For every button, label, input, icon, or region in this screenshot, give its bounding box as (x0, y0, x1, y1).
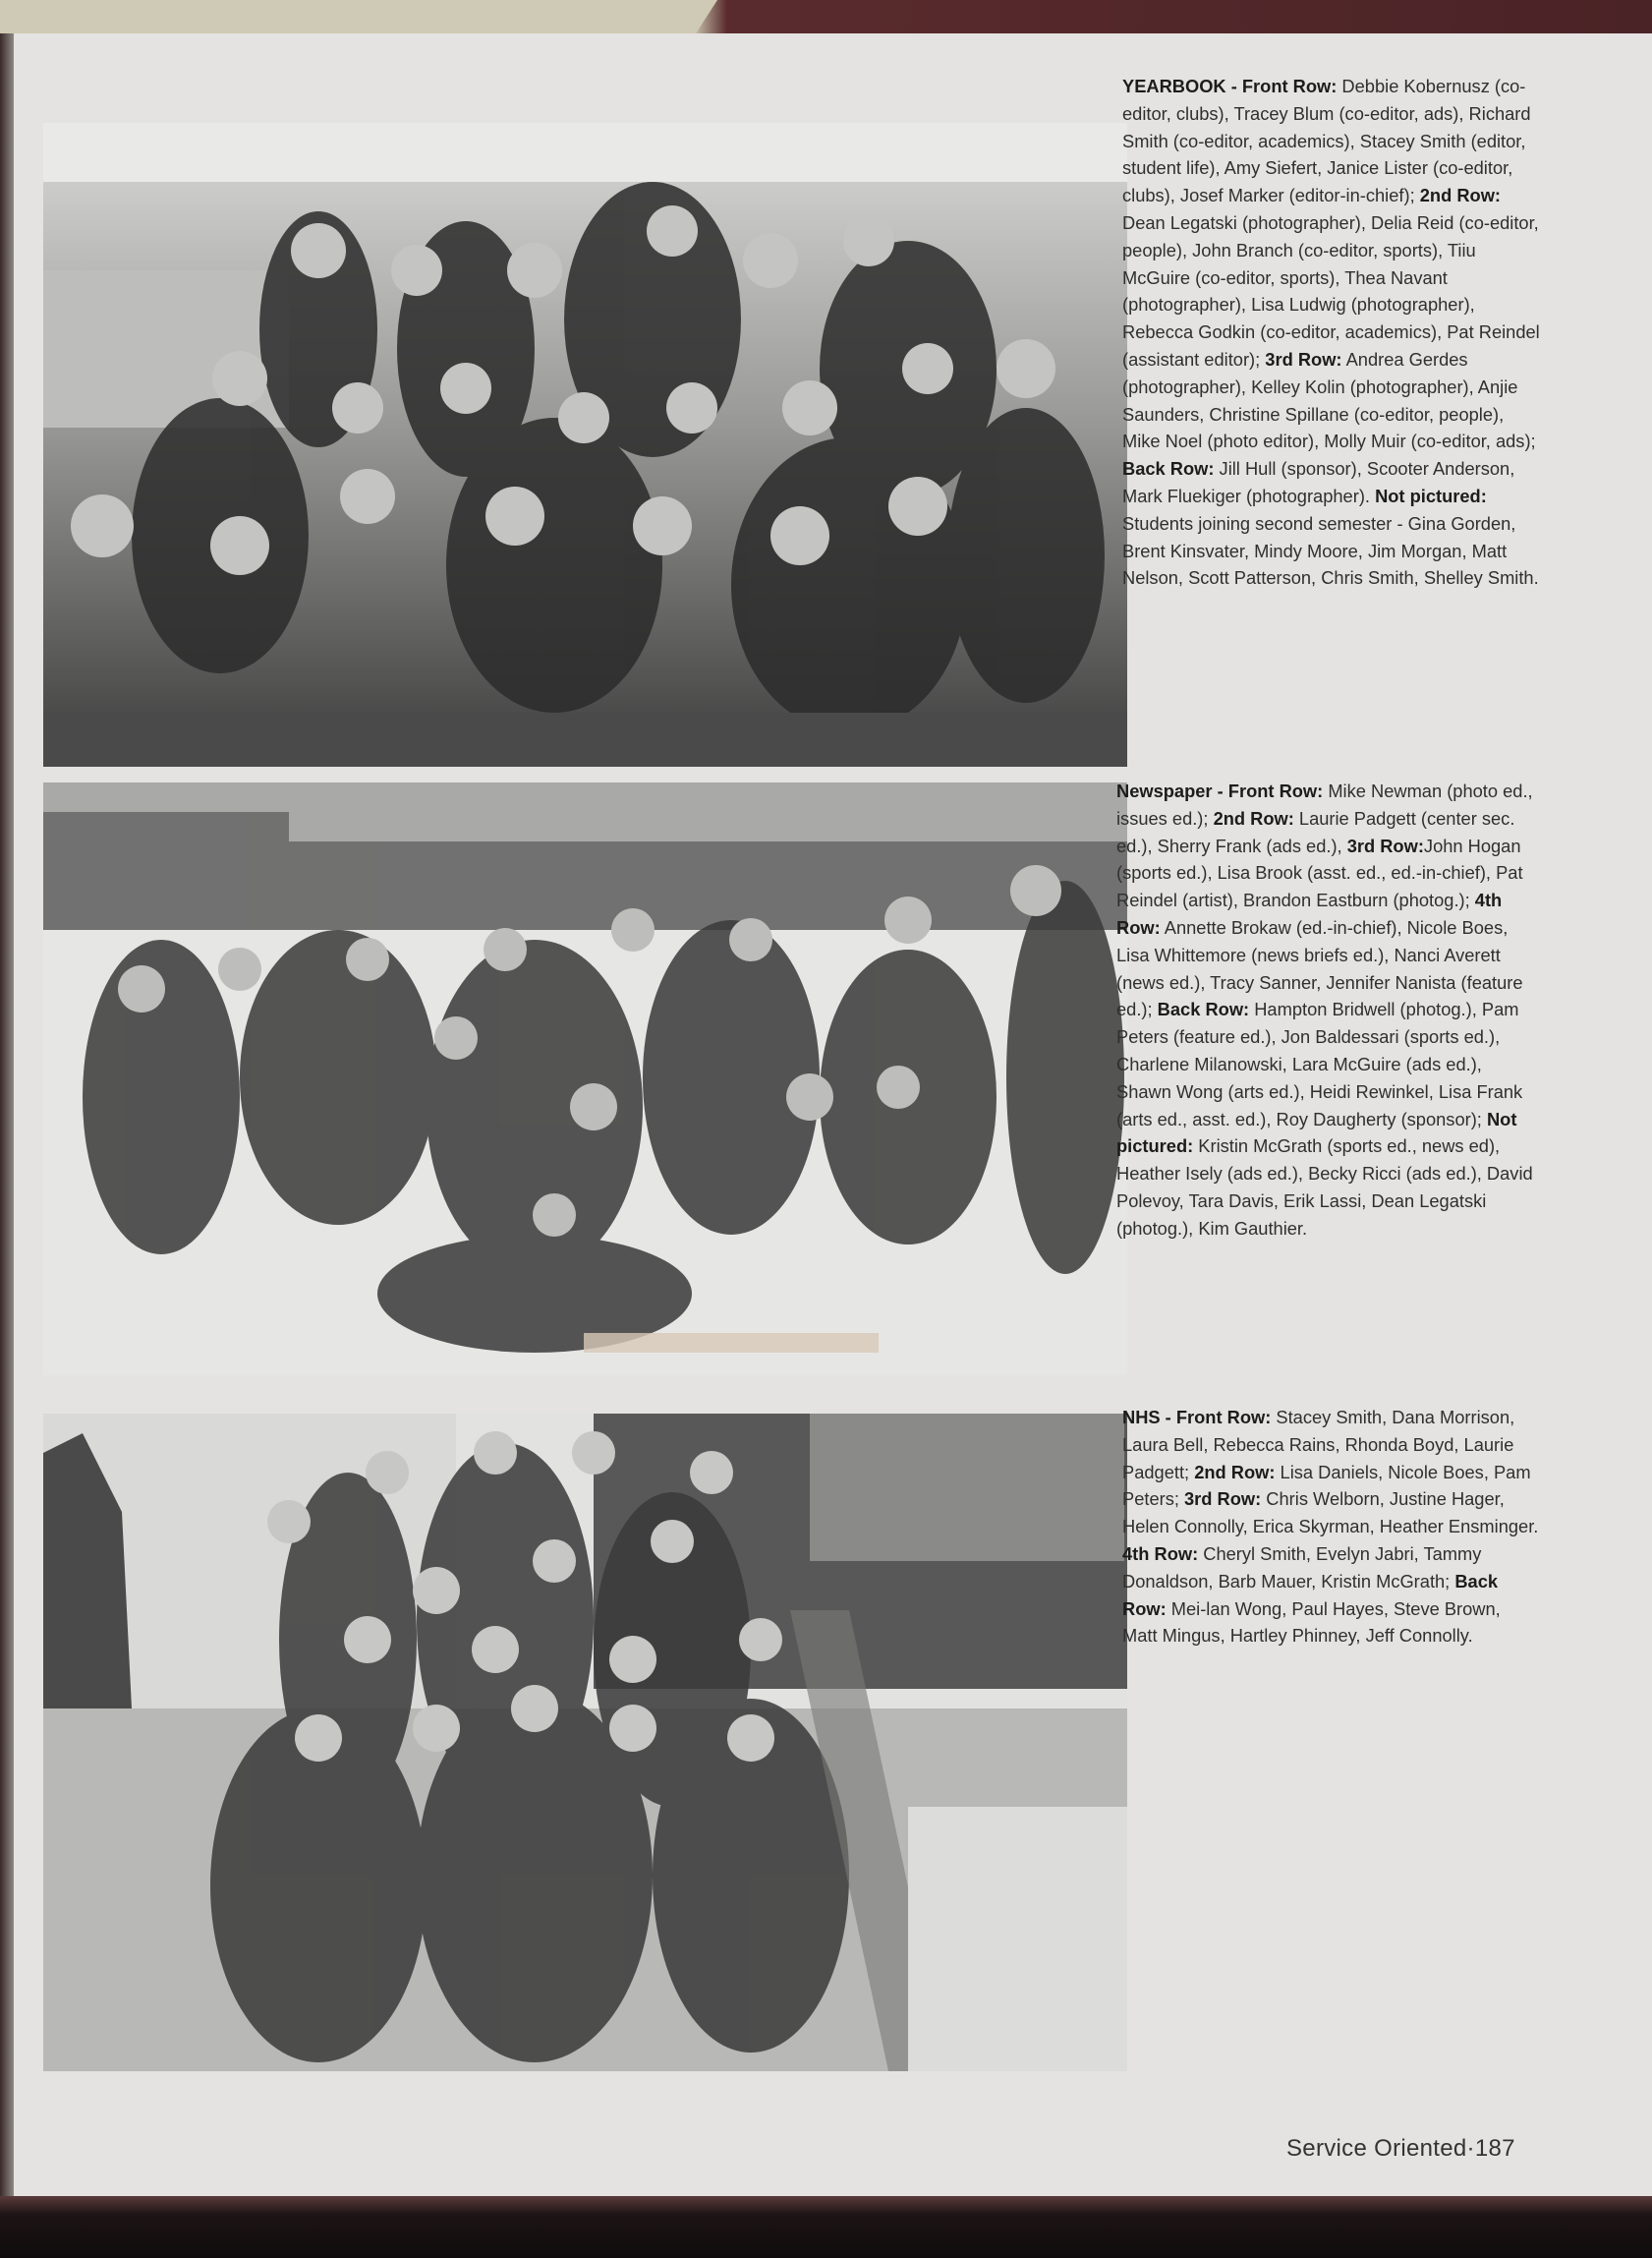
caption-text: Lisa Daniels, Nicole Boes, Pam Peters; (1122, 1461, 1531, 1510)
caption-row-label: 3rd Row: (1184, 1488, 1262, 1510)
caption-row-label: 2nd Row: (1213, 807, 1294, 829)
caption-row-label: 3rd Row: (1346, 835, 1424, 856)
nhs-photo (43, 1414, 1127, 2071)
caption-text: Cheryl Smith, Evelyn Jabri, Tammy Donaldson, Barb Mauer, Kristin McGrath; (1122, 1542, 1482, 1592)
caption-row-label: NHS - Front Row: (1122, 1407, 1272, 1427)
caption-text: John Hogan (sports ed.), Lisa Brook (asst. ed., ed.-in-chief), Pat Reindel (artist), Brandon Eastburn (photog.); (1116, 835, 1523, 911)
caption-text: Annette Brokaw (ed.-in-chief), Nicole Boes, Lisa Whittemore (news briefs ed.), Nanci Averett (news ed.), Tracy Sanner, Jennifer Nanista (feature ed.); (1116, 916, 1523, 1020)
top-edge (0, 0, 1652, 33)
caption-row-label: 2nd Row: (1419, 185, 1502, 206)
caption-row-label: Back Row: (1157, 999, 1250, 1020)
nhs-photo-graphic (43, 1414, 1127, 2071)
caption-text: Mei-lan Wong, Paul Hayes, Steve Brown, Matt Mingus, Hartley Phinney, Jeff Connolly. (1122, 1597, 1501, 1647)
page-folio: Service Oriented·187 (1286, 2135, 1515, 2162)
caption-text: Stacey Smith, Dana Morrison, Laura Bell, Rebecca Rains, Rhonda Boyd, Laurie Padgett; (1122, 1407, 1515, 1482)
caption-row-label: Back Row: (1122, 1570, 1499, 1619)
newspaper-caption (1116, 778, 1534, 1243)
bottom-edge (0, 2196, 1652, 2258)
top-scrap-paper (0, 0, 717, 33)
caption-row-label: 3rd Row: (1265, 348, 1342, 370)
yearbook-staff-photo (43, 123, 1127, 767)
newspaper-staff-photo (43, 782, 1127, 1375)
caption-row-label: 4th Row: (1116, 890, 1503, 938)
caption-text: Andrea Gerdes (photographer), Kelley Kolin (photographer), Anjie Saunders, Christine Spillane (co-editor, people), Mike Noel (photo editor), Molly Muir (co-editor, ads); (1122, 348, 1536, 452)
yearbook-photo-graphic (43, 123, 1127, 767)
caption-text: Students joining second semester - Gina Gorden, Brent Kinsvater, Mindy Moore, Jim Morgan, Matt Nelson, Scott Patterson, Chris Smith, Shelley Smith. (1122, 512, 1539, 589)
caption-row-label: 4th Row: (1122, 1542, 1199, 1564)
caption-text: Jill Hull (sponsor), Scooter Anderson, Mark Fluekiger (photographer). (1122, 458, 1515, 506)
caption-row-label: YEARBOOK - Front Row: (1122, 76, 1338, 96)
caption-text: Hampton Bridwell (photog.), Pam Peters (feature ed.), Jon Baldessari (sports ed.), Charlene Milanowski, Lara McGuire (ads ed.), Shawn Wong (arts ed.), Heidi Rewinkel, Lisa Frank (arts ed., asst. ed.), Roy Daugherty (sponsor); (1116, 999, 1523, 1129)
caption-row-label: Not pictured: (1375, 485, 1487, 506)
caption-text: Debbie Kobernusz (co-editor, clubs), Tracey Blum (co-editor, ads), Richard Smith (co-editor, academics), Stacey Smith (editor, student life), Amy Siefert, Janice Lister (co-editor, clubs), Josef Marker (editor-in-chief); (1122, 76, 1531, 206)
caption-row-label: Back Row: (1122, 458, 1215, 480)
caption-row-label: 2nd Row: (1194, 1461, 1276, 1482)
nhs-caption (1122, 1404, 1540, 1650)
caption-text: Mike Newman (photo ed., issues ed.); (1116, 781, 1533, 829)
caption-text: Dean Legatski (photographer), Delia Reid (co-editor, people), John Branch (co-editor, sports), Tiiu McGuire (co-editor, sports), Thea Navant (photographer), Lisa Ludwig (photographer), Rebecca Godkin (co-editor, academics), Pat Reindel (assistant editor); (1122, 211, 1540, 370)
yearbook-page (14, 33, 1652, 2196)
yearbook-caption (1122, 73, 1540, 592)
newspaper-photo-graphic (43, 782, 1127, 1375)
caption-row-label: Not pictured: (1116, 1108, 1517, 1157)
caption-text: Chris Welborn, Justine Hager, Helen Connolly, Erica Skyrman, Heather Ensminger. (1122, 1488, 1539, 1537)
caption-row-label: Newspaper - Front Row: (1116, 781, 1324, 801)
left-binding-edge (0, 33, 14, 2196)
caption-text: Kristin McGrath (sports ed., news ed), Heather Isely (ads ed.), Becky Ricci (ads ed.), David Polevoy, Tara Davis, Erik Lassi, Dean Legatski (photog.), Kim Gauthier. (1116, 1135, 1533, 1239)
caption-text: Laurie Padgett (center sec. ed.), Sherry Frank (ads ed.), (1116, 807, 1515, 856)
